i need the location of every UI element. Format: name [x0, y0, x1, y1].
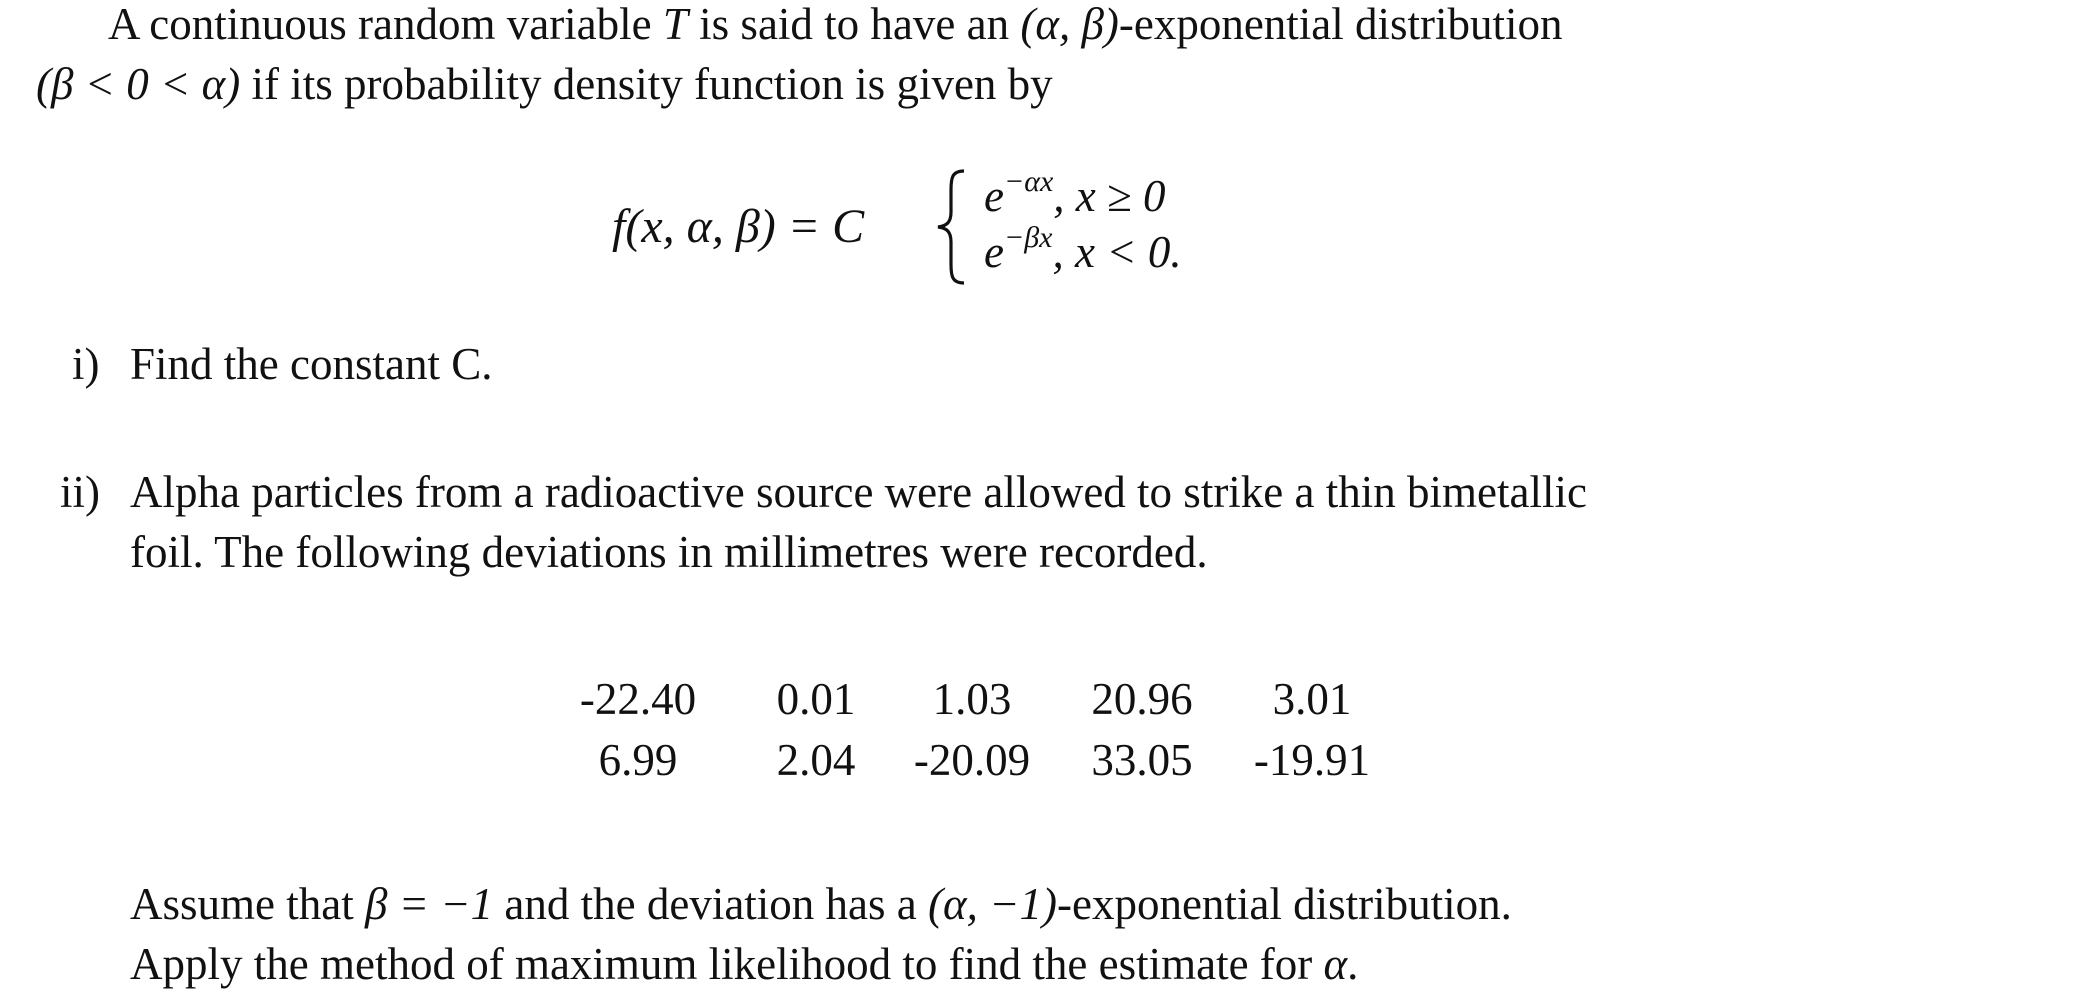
assumption-line-2	[130, 939, 1359, 989]
intro-line-2	[36, 59, 1053, 109]
table-cell: 20.96	[1091, 674, 1193, 724]
table-cell: 33.05	[1091, 735, 1193, 785]
assumption-text: Assume that	[130, 879, 365, 929]
intro-text: if its probability density function is given by	[240, 59, 1053, 109]
part-i-text: Find the constant C.	[130, 339, 493, 389]
exp-base: e	[984, 171, 1004, 221]
table-cell: 0.01	[776, 674, 856, 724]
case-condition: , x ≥ 0	[1053, 171, 1166, 221]
beta-value: β = −1	[364, 879, 494, 929]
params-alpha-minus-one: (α, −1)	[928, 879, 1057, 929]
intro-line-1	[108, 2, 1563, 47]
case-negative	[984, 221, 1182, 277]
part-ii-label: ii)	[60, 467, 100, 517]
exp-power: −βx	[1003, 221, 1053, 254]
part-ii-line-2: foil. The following deviations in millimetres were recorded.	[130, 527, 1208, 577]
part-i-label: i)	[72, 339, 100, 389]
assumption-text: -exponential distribution.	[1056, 879, 1512, 929]
intro-text: A continuous random variable	[108, 0, 663, 49]
assumption-line-1	[130, 879, 1512, 929]
formula-lhs: f(x, α, β) = C	[612, 200, 865, 253]
assumption-text: and the deviation has a	[493, 879, 929, 929]
variable-t: T	[662, 0, 688, 49]
table-cell: -19.91	[1253, 735, 1371, 785]
part-ii-line-1: Alpha particles from a radioactive source were allowed to strike a thin bimetallic	[130, 467, 1587, 517]
exp-base: e	[984, 227, 1004, 277]
assumption-text: Apply the method of maximum likelihood to find the estimate for	[130, 939, 1324, 989]
table-cell: 1.03	[932, 674, 1012, 724]
left-brace-icon	[934, 168, 968, 286]
intro-text: is said to have an	[687, 0, 1021, 49]
table-cell: -20.09	[913, 735, 1031, 785]
case-nonnegative	[984, 165, 1166, 221]
intro-text: -exponential distribution	[1118, 0, 1563, 49]
table-cell: 6.99	[598, 735, 678, 785]
table-cell: 2.04	[776, 735, 856, 785]
exp-power: −αx	[1003, 165, 1054, 198]
table-cell: 3.01	[1272, 674, 1352, 724]
table-cell: -22.40	[579, 674, 697, 724]
case-condition: , x < 0.	[1052, 227, 1182, 277]
params-alpha-beta: (α, β)	[1020, 0, 1119, 49]
assumption-text: .	[1347, 939, 1359, 989]
variable-alpha: α	[1323, 939, 1348, 989]
param-condition: (β < 0 < α)	[36, 59, 241, 109]
